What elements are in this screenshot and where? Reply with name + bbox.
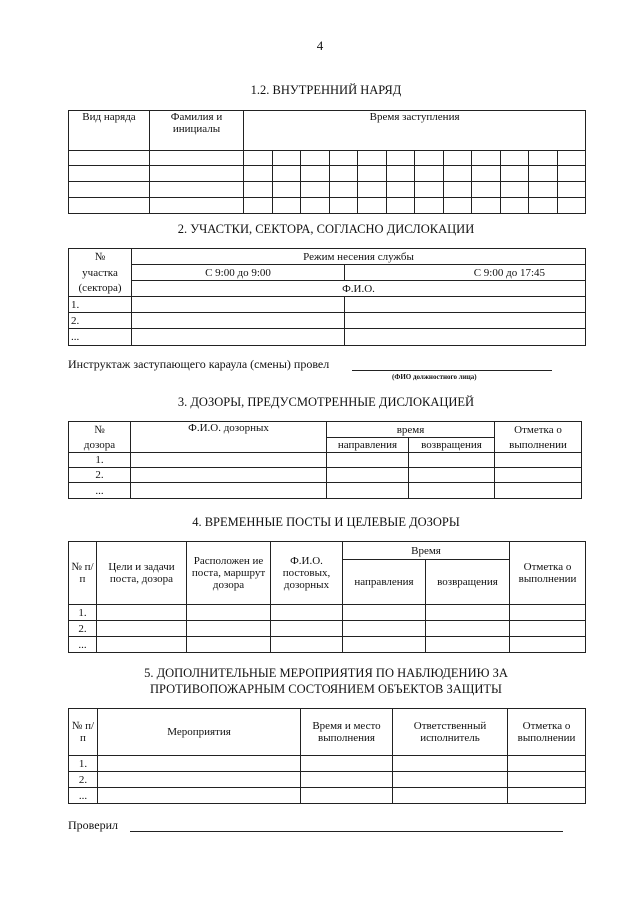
table-row <box>69 151 586 166</box>
table-row <box>69 198 586 214</box>
header-fio: Ф.И.О. <box>132 281 586 297</box>
header-no: № <box>69 422 131 438</box>
section-1-2-title: 1.2. ВНУТРЕННИЙ НАРЯД <box>250 83 402 97</box>
instructor-caption: (ФИО должностного лица) <box>392 373 477 381</box>
table-row: 2. <box>69 313 586 329</box>
table-row: ... <box>69 329 586 346</box>
header-no: № п/п <box>69 542 97 605</box>
table-row: 1. <box>69 756 586 772</box>
header-departure: направления <box>343 560 426 605</box>
table-row: 1. <box>69 297 586 313</box>
header-duty-type: Вид наряда <box>69 111 150 151</box>
posts-table <box>68 541 586 653</box>
table-row: 2. <box>69 621 586 637</box>
checked-label: Проверил <box>68 818 118 832</box>
header-start-time: Время заступления <box>244 111 586 151</box>
header-sector: участка <box>69 265 132 281</box>
header-mode: Режим несения службы <box>132 249 586 265</box>
duty-table <box>68 110 586 214</box>
header-no: № п/п <box>69 709 98 756</box>
table-row <box>69 182 586 198</box>
section-5-title: 5. ДОПОЛНИТЕЛЬНЫЕ МЕРОПРИЯТИЯ ПО НАБЛЮДЕНИЮ ЗА <box>144 666 508 680</box>
instructor-signature-field[interactable] <box>352 357 552 371</box>
section-4-title: 4. ВРЕМЕННЫЕ ПОСТЫ И ЦЕЛЕВЫЕ ДОЗОРЫ <box>192 515 460 529</box>
header-mark: Отметка о <box>495 422 582 438</box>
table-row: 1. <box>69 605 586 621</box>
header-measures: Мероприятия <box>98 709 301 756</box>
header-return: возвращения <box>409 438 495 453</box>
header-departure: направления <box>327 438 409 453</box>
header-fio: Ф.И.О. постовых, дозорных <box>271 542 343 605</box>
section-2-title: 2. УЧАСТКИ, СЕКТОРА, СОГЛАСНО ДИСЛОКАЦИИ <box>177 222 475 236</box>
page-number: 4 <box>316 38 324 53</box>
checked-signature-field[interactable] <box>130 818 563 832</box>
table-row: ... <box>69 637 586 653</box>
header-time: Время <box>343 542 510 560</box>
measures-table <box>68 708 586 804</box>
header-shift-1: С 9:00 до 9:00 <box>132 265 345 281</box>
header-fio: Ф.И.О. дозорных <box>131 422 327 453</box>
table-row: ... <box>69 788 586 804</box>
patrols-table <box>68 421 582 499</box>
section-3-title: 3. ДОЗОРЫ, ПРЕДУСМОТРЕННЫЕ ДИСЛОКАЦИЕЙ <box>177 395 475 409</box>
instruction-label: Инструктаж заступающего караула (смены) провел <box>68 357 330 371</box>
header-mark: Отметка о выполнении <box>510 542 586 605</box>
header-no: № <box>69 249 132 265</box>
header-responsible: Ответственный исполнитель <box>393 709 508 756</box>
header-time: время <box>327 422 495 438</box>
table-row: 2. <box>69 772 586 788</box>
section-5-title-2: ПРОТИВОПОЖАРНЫМ СОСТОЯНИЕМ ОБЪЕКТОВ ЗАЩИТЫ <box>150 682 502 696</box>
table-row: 1. <box>69 453 582 468</box>
header-location: Расположен ие поста, маршрут дозора <box>187 542 271 605</box>
header-mark-2: выполнении <box>495 438 582 453</box>
header-shift-2: С 9:00 до 17:45 <box>345 265 586 281</box>
header-mark: Отметка о выполнении <box>508 709 586 756</box>
header-goals: Цели и задачи поста, дозора <box>97 542 187 605</box>
header-name: Фамилия и инициалы <box>150 111 244 151</box>
header-patrol: дозора <box>69 438 131 453</box>
sectors-table <box>68 248 586 346</box>
table-row: 2. <box>69 468 582 483</box>
header-sector-2: (сектора) <box>69 281 132 297</box>
table-row <box>69 166 586 182</box>
header-return: возвращения <box>426 560 510 605</box>
table-row: ... <box>69 483 582 499</box>
header-time-place: Время и место выполнения <box>301 709 393 756</box>
